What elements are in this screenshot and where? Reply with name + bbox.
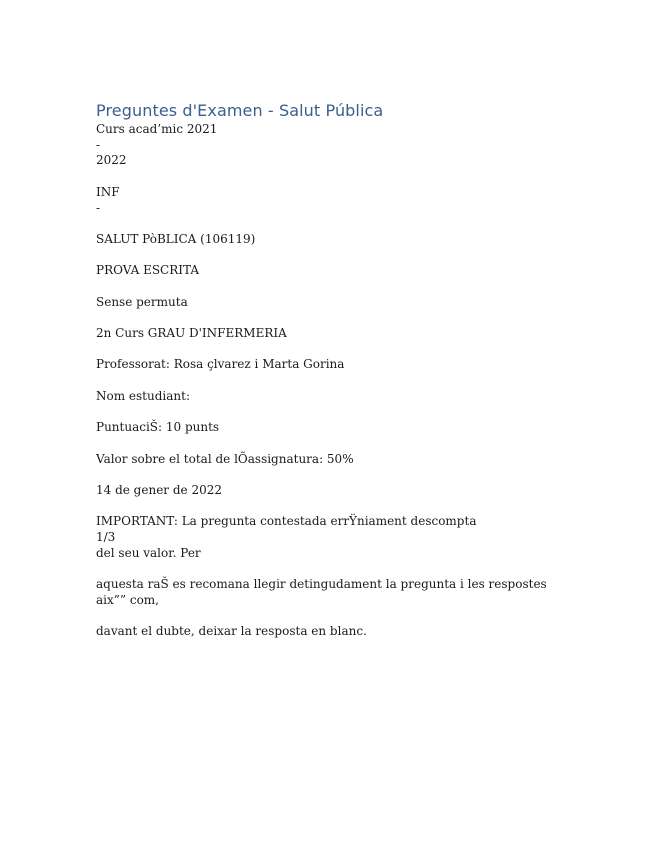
document-title: Preguntes d'Examen - Salut Pública xyxy=(96,101,384,120)
score-line: PuntuaciŠ: 10 punts xyxy=(96,420,220,434)
program-code: INF xyxy=(96,185,120,199)
degree-line: 2n Curs GRAU D'INFERMERIA xyxy=(96,326,287,340)
important-note-2: del seu valor. Per xyxy=(96,546,201,560)
important-note-3: aquesta raŠ es recomana llegir detingudament la pregunta i les respostes xyxy=(96,577,547,591)
permutation-note: Sense permuta xyxy=(96,295,188,309)
teachers-line: Professorat: Rosa çlvarez i Marta Gorina xyxy=(96,357,345,371)
important-note-5: davant el dubte, deixar la resposta en blanc. xyxy=(96,624,367,638)
academic-year-line: Curs acad’mic 2021 xyxy=(96,122,218,136)
important-note-1: IMPORTANT: La pregunta contestada errŸniament descompta xyxy=(96,514,477,528)
exam-type: PROVA ESCRITA xyxy=(96,263,200,277)
important-note-fraction: 1/3 xyxy=(96,530,116,544)
weight-line: Valor sobre el total de lÕassignatura: 50% xyxy=(96,452,354,466)
program-dash: - xyxy=(96,201,101,215)
course-name: SALUT PòBLICA (106119) xyxy=(96,232,256,246)
student-name-label: Nom estudiant: xyxy=(96,389,190,403)
important-note-4: aix”” com, xyxy=(96,593,159,607)
exam-date: 14 de gener de 2022 xyxy=(96,483,222,497)
academic-year-end: 2022 xyxy=(96,153,127,167)
academic-year-dash: - xyxy=(96,138,101,152)
